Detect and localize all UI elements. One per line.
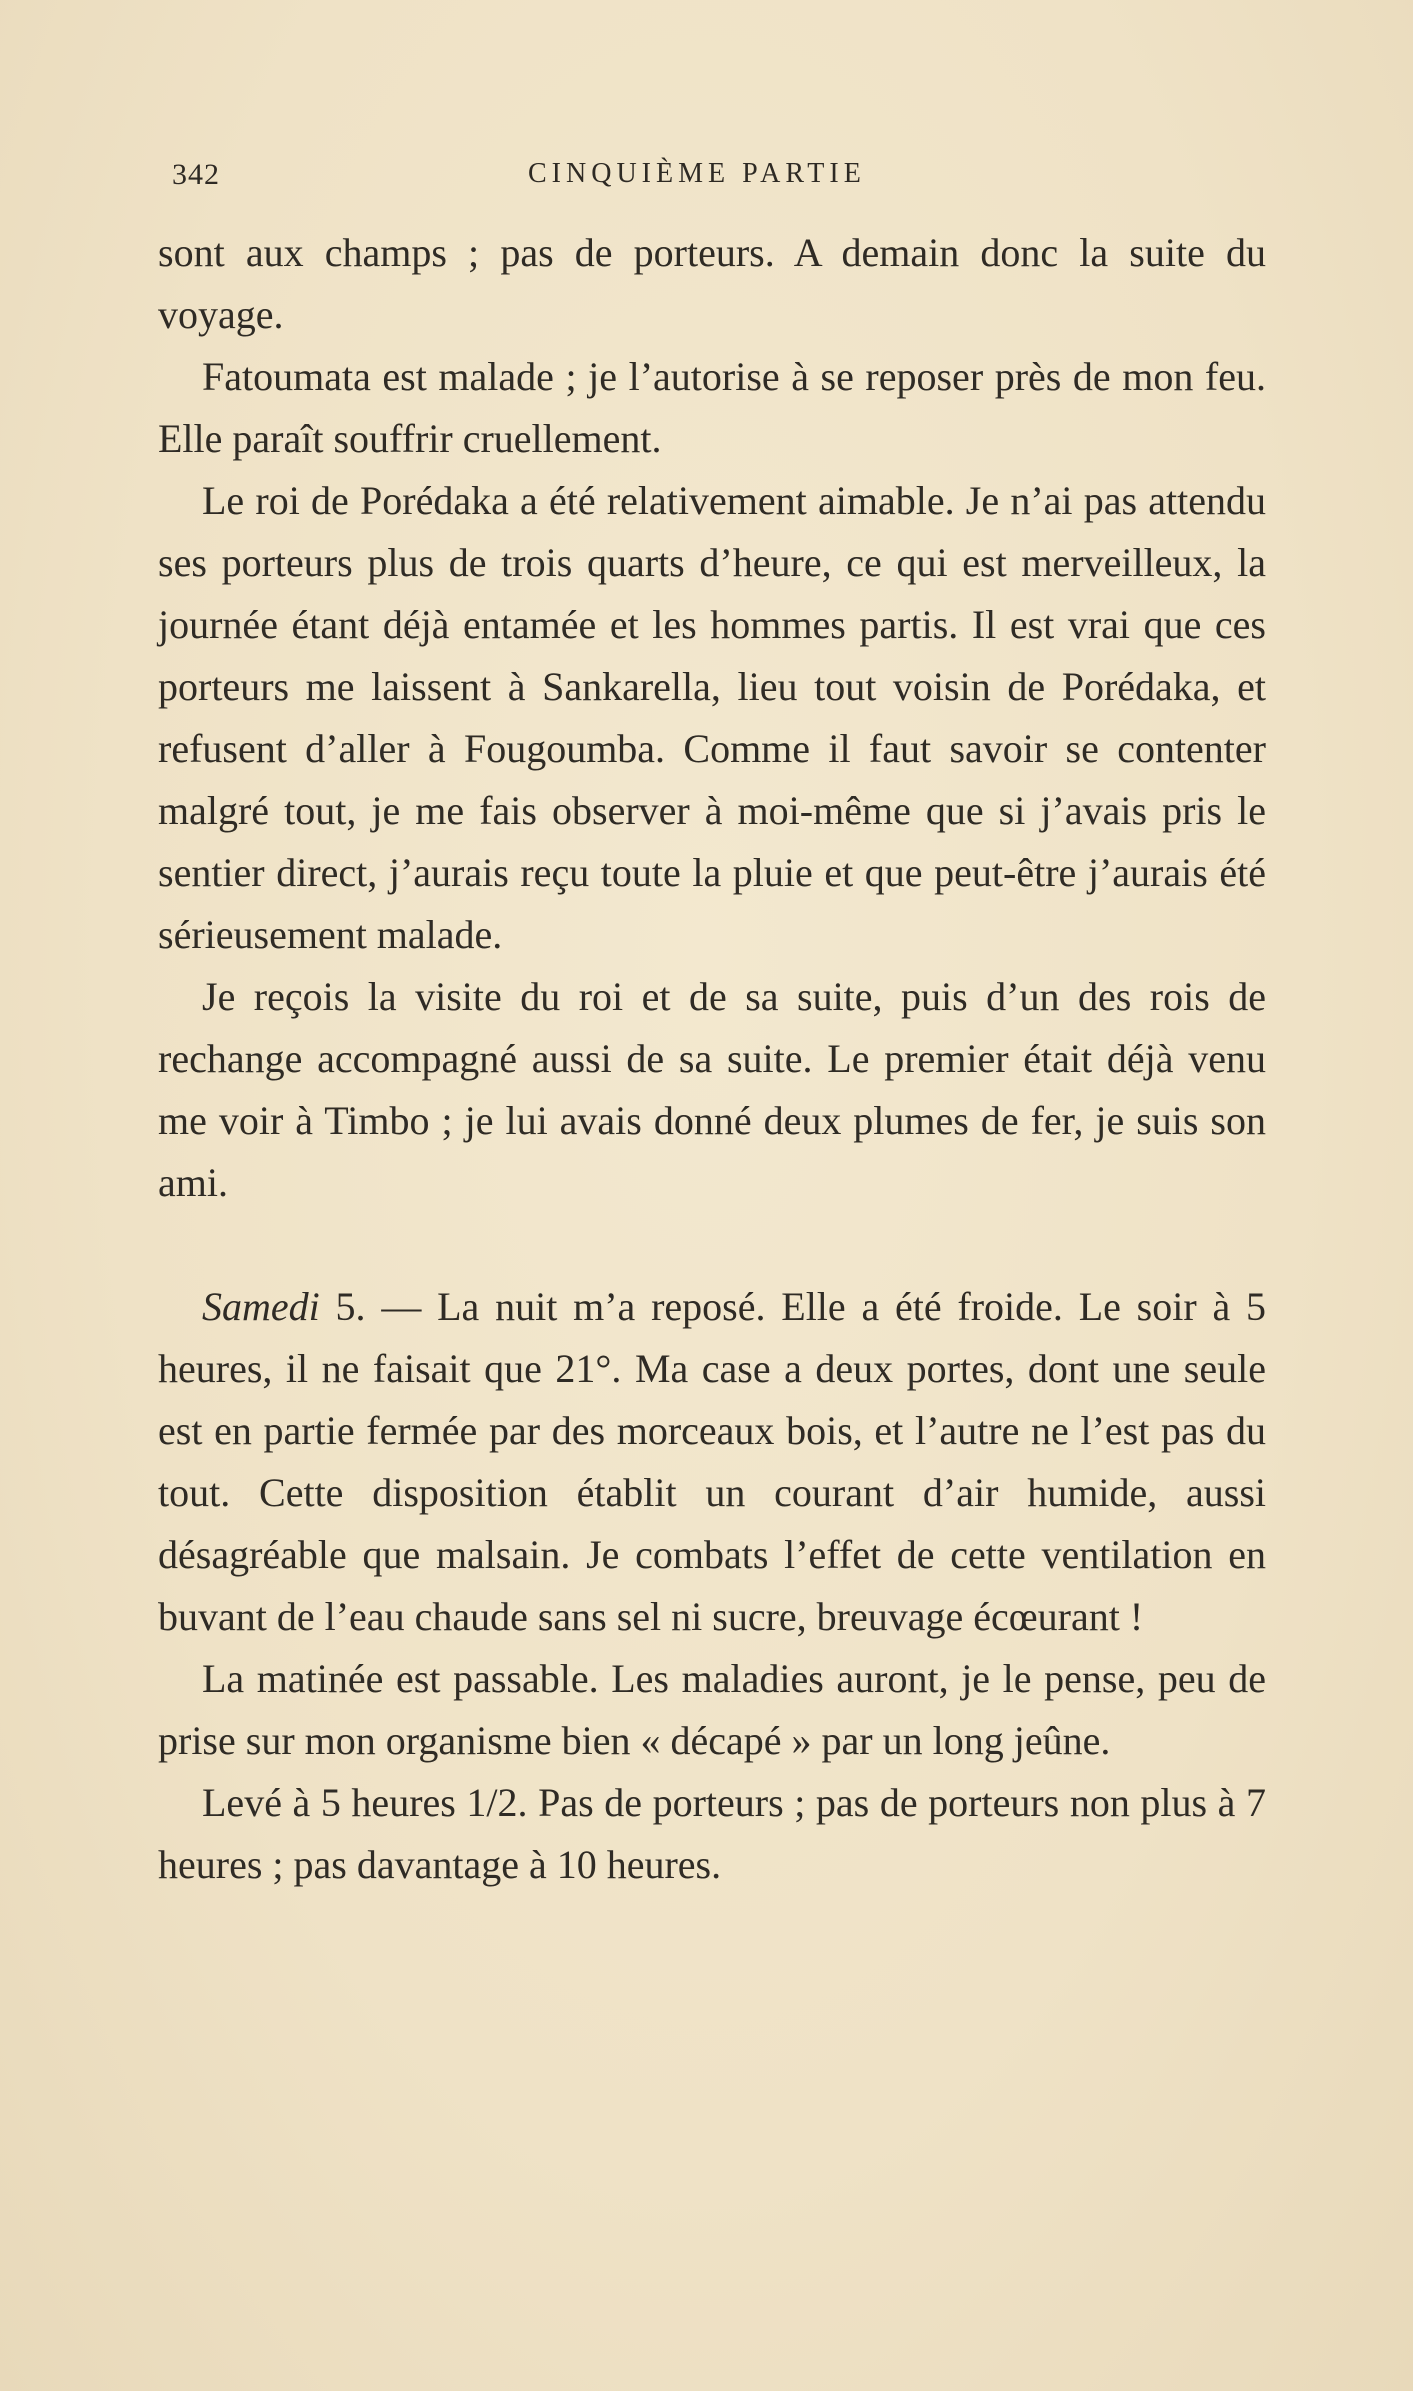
paragraph-3: Le roi de Porédaka a été relativement aimable. Je n’ai pas attendu ses porteurs plus de trois quarts d’heure, ce qui est merveilleux, la journée étant déjà entamée et les hommes partis. Il est vrai que ces porteurs me laissent à Sankarella, lieu tout voisin de Porédaka, et refusent d’aller à Fougoumba. Comme il faut savoir se contenter malgré tout, je me fais observer à moi-même que si j’avais pris le sentier direct, j’aurais reçu toute la pluie et que peut-être j’aurais été sérieusement malade. (158, 478, 1266, 957)
entry-text: 5. — La nuit m’a reposé. Elle a été froide. Le soir à 5 heures, il ne faisait que 21°. Ma case a deux portes, dont une seule est en partie fermée par des morceaux bois, et l’autre ne l’est pas du tout. Cette disposition établit un courant d’air humide, aussi désagréable que malsain. Je combats l’effet de cette ventilation en buvant de l’eau chaude sans sel ni sucre, breuvage écœurant ! (158, 1284, 1266, 1639)
part-title: CINQUIÈME PARTIE (528, 158, 866, 189)
entry-date: Samedi (202, 1284, 320, 1329)
body-text (158, 222, 1266, 1896)
page-number: 342 (172, 158, 220, 191)
paragraph-4: Je reçois la visite du roi et de sa suite, puis d’un des rois de rechange accompagné aussi de sa suite. Le premier était déjà venu me voir à Timbo ; je lui avais donné deux plumes de fer, je suis son ami. (158, 974, 1266, 1205)
paragraph-6: La matinée est passable. Les maladies auront, je le pense, peu de prise sur mon organisme bien « décapé » par un long jeûne. (158, 1656, 1266, 1763)
diary-entry-samedi (158, 1276, 1266, 1648)
paragraph-7: Levé à 5 heures 1/2. Pas de porteurs ; pas de porteurs non plus à 7 heures ; pas davantage à 10 heures. (158, 1780, 1266, 1887)
paragraph-2: Fatoumata est malade ; je l’autorise à se reposer près de mon feu. Elle paraît souffrir cruellement. (158, 354, 1266, 461)
paragraph-1: sont aux champs ; pas de porteurs. A demain donc la suite du voyage. (158, 230, 1266, 337)
running-head (172, 158, 1252, 198)
